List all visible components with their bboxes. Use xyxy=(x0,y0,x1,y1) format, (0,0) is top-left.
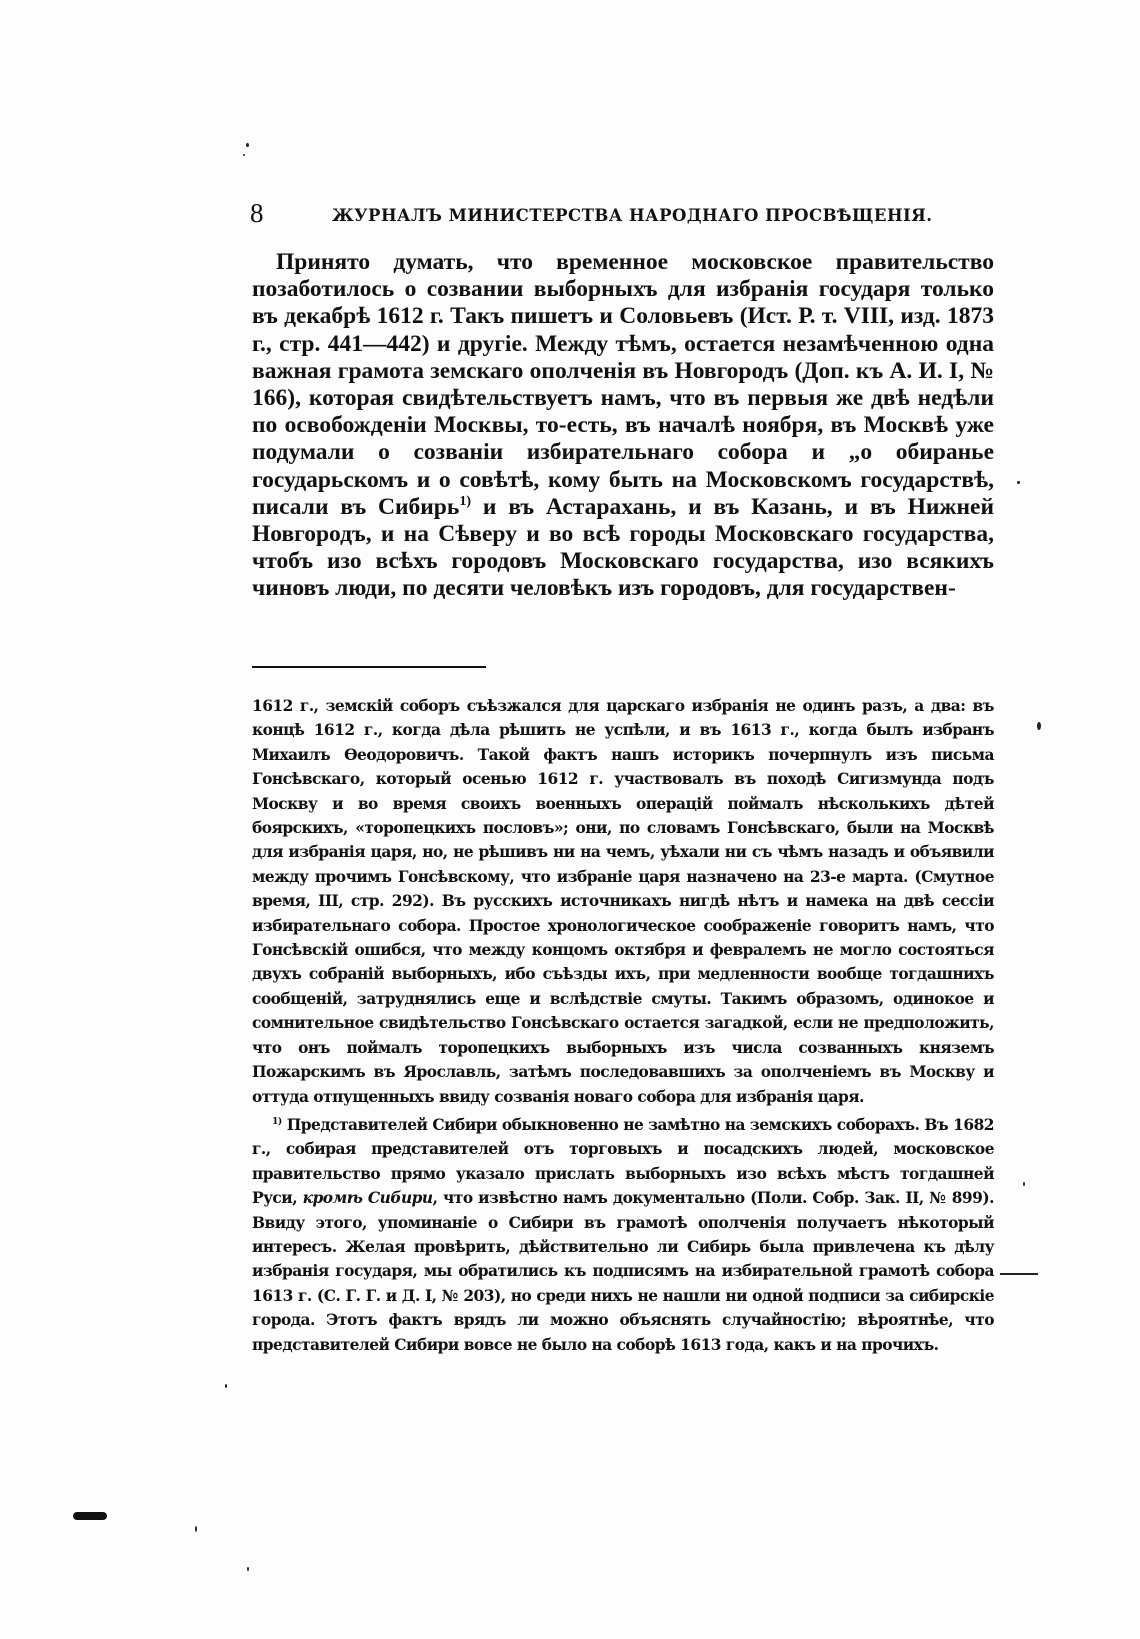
scan-speck xyxy=(1023,1182,1025,1186)
scan-mark xyxy=(1000,1273,1038,1275)
scan-speck xyxy=(195,1526,197,1532)
footnote-one-text-b: , что извѣстно намъ документально (Поли. Собр. Зак. II, № 899). Ввиду этого, упоминаніе о Сибири въ грамотѣ ополченія получаетъ нѣкоторый интересъ. Желая провѣрить, дѣйствительно ли Сибирь была привлечена къ дѣлу избранія государя, мы обратились къ подписямъ на избирательной грамотѣ собора 1613 г. (С. Г. Г. и Д. I, № 203), но среди нихъ не нашли ни одной подписи за сибирскіе города. Этотъ фактъ врядъ ли можно объяснять случайностію; вѣроятнѣе, что представителей Сибири вовсе не было на соборѣ 1613 года, какъ и на прочихъ. xyxy=(252,1189,994,1354)
scan-speck xyxy=(247,1567,249,1571)
scan-speck xyxy=(1017,481,1020,484)
footnote-one xyxy=(252,1113,994,1357)
footnote-continuation: 1612 г., земскій соборъ съѣзжался для царскаго избранія не одинъ разъ, а два: въ концѣ 1612 г., когда дѣла рѣшить не успѣли, и въ 1613 г., когда былъ избранъ Михаилъ Ѳеодоровичъ. Такой фактъ нашъ историкъ почерпнулъ изъ письма Гонсѣвскаго, который осенью 1612 г. участвовалъ въ походѣ Сигизмунда подъ Москву и во время своихъ военныхъ операцій поймалъ нѣсколькихъ дѣтей боярскихъ, «торопецкихъ пословъ»; они, по словамъ Гонсѣвскаго, были на Москвѣ для избранія царя, но, не рѣшивъ ни на чемъ, уѣхали ни съ чѣмъ назадъ и объявили между прочимъ Гонсѣвскому, что избраніе царя назначено на 23-е марта. (Смутное время, III, стр. 292). Въ русскихъ источникахъ нигдѣ нѣтъ и намека на двѣ сессіи избирательнаго собора. Простое хронологическое соображеніе говоритъ намъ, что Гонсѣвскій ошибся, что между концомъ октября и февралемъ не могло состояться двухъ собраній выборныхъ, ибо съѣзды ихъ, при медленности вообще тогдашнихъ сообщеній, затруднялись еще и вслѣдствіе смуты. Такимъ образомъ, одинокое и сомнительное свидѣтельство Гонсѣвскаго остается загадкой, если не предположить, что онъ поймалъ торопецкихъ выборныхъ изъ числа созванныхъ княземъ Пожарскимъ въ Ярославль, затѣмъ последовавшихъ за ополченіемъ въ Москву и оттуда отпущенныхъ ввиду созванія новаго собора для избранія царя. xyxy=(252,697,994,1106)
scan-mark xyxy=(73,1512,107,1520)
scan-speck xyxy=(246,143,249,147)
page-header xyxy=(250,198,933,234)
footnote-one-text-a: Представителей Сибири обыкновенно не замѣтно на земскихъ соборахъ. Въ 1682 г., собирая представителей отъ торговыхъ и посадскихъ людей, московское правительство прямо указало прислать выборныхъ изо всѣхъ мѣстъ тогдашней Руси, xyxy=(252,1115,994,1208)
footnote-reference: 1) xyxy=(459,493,472,509)
footnote-one-marker: 1) xyxy=(272,1115,282,1127)
body-text-before-note: Принято думать, что временное московское правительство позаботилось о созвании выборныхъ для избранія государя только въ декабрѣ 1612 г. Такъ пишетъ и Соловьевъ (Ист. Р. т. VIII, изд. 1873 г., стр. 441—442) и другіе. Между тѣмъ, остается незамѣченною одна важная грамота земскаго ополченія въ Новгородъ (Доп. къ А. И. I, № 166), которая свидѣтельствуетъ намъ, что въ первыя же двѣ недѣли по освобожденіи Москвы, то-есть, въ началѣ ноября, въ Москвѣ уже подумали о созваніи избирательнаго собора и „о обиранье государьскомъ и о совѣтѣ, кому быть на Московскомъ государствѣ, писали въ Сибирь xyxy=(252,249,994,520)
scan-speck xyxy=(243,154,245,156)
body-text-after-note: и въ Астарахань, и въ Казань, и въ Нижней Новгородъ, и на Сѣверу и во всѣ городы Московскаго государства, чтобъ изо всѣхъ городовъ Московскаго государства, изо всякихъ чиновъ люди, по десяти человѣкъ изъ городовъ, для государствен- xyxy=(252,493,994,602)
main-text xyxy=(252,249,994,603)
footnotes xyxy=(252,694,994,1357)
running-title: ЖУРНАЛЪ МИНИСТЕРСТВА НАРОДНАГО ПРОСВѢЩЕНІЯ. xyxy=(332,206,933,225)
footnote-one-italic: кромѣ Сибири xyxy=(302,1189,433,1208)
page-number: 8 xyxy=(250,198,264,228)
body-paragraph xyxy=(252,249,994,603)
footnote-divider xyxy=(252,666,486,668)
scan-speck xyxy=(1037,722,1041,730)
scan-speck xyxy=(225,1384,227,1388)
